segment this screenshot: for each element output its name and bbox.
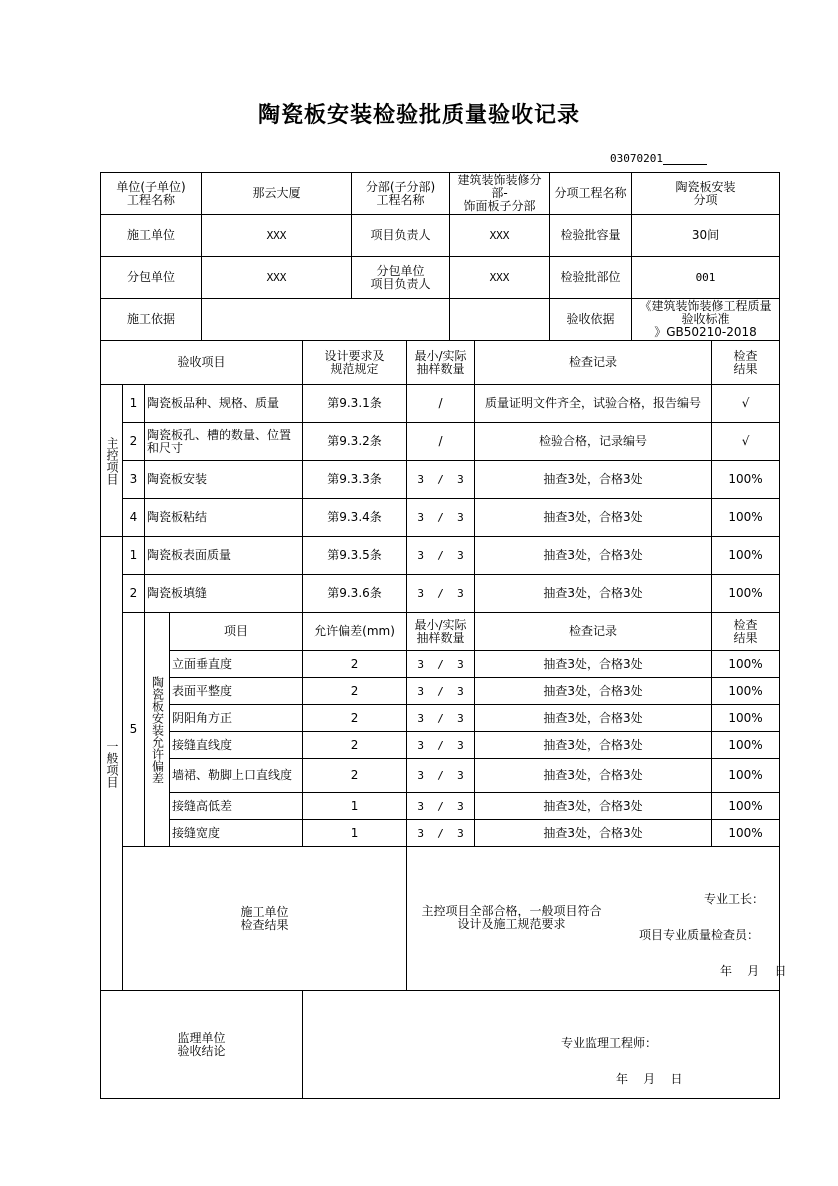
supervision-area: [303, 991, 780, 1099]
construction-check-area: [407, 847, 787, 991]
tolerance: 2: [303, 732, 407, 759]
row-number: 2: [123, 575, 145, 613]
supervision-row: [101, 991, 780, 1099]
table-row: [101, 423, 780, 461]
item-name: 陶瓷板填缝: [145, 575, 303, 613]
tolerance: 1: [303, 793, 407, 820]
subcontractor-label: 分包单位: [101, 257, 202, 299]
sample: /: [407, 385, 475, 423]
basis-value: [202, 299, 450, 341]
record: 抽查3处，合格3处: [475, 575, 712, 613]
supervision-date: 年 月 日: [616, 1072, 683, 1086]
header-table: [100, 172, 780, 341]
item-name: 接缝高低差: [170, 793, 303, 820]
result: 100%: [712, 732, 780, 759]
capacity-label: 检验批容量: [550, 215, 632, 257]
row-number: 4: [123, 499, 145, 537]
sub-pm-label: 分包单位 项目负责人: [352, 257, 450, 299]
item-name: 阴阳角方正: [170, 705, 303, 732]
pm-label: 项目负责人: [352, 215, 450, 257]
col-result: 检查 结果: [712, 341, 780, 385]
record: 抽查3处，合格3处: [475, 537, 712, 575]
result: √: [712, 385, 780, 423]
unit-value: 那云大厦: [202, 173, 352, 215]
row-number: 5: [123, 613, 145, 847]
record: 抽查3处，合格3处: [475, 759, 712, 793]
table-row: [101, 461, 780, 499]
result: 100%: [712, 575, 780, 613]
sample: 3 / 3: [407, 793, 475, 820]
table-row: [101, 759, 780, 793]
record: 抽查3处，合格3处: [475, 820, 712, 847]
table-row: [101, 732, 780, 759]
record: 抽查3处，合格3处: [475, 678, 712, 705]
constructor-label: 施工单位: [101, 215, 202, 257]
result: 100%: [712, 793, 780, 820]
item-name: 立面垂直度: [170, 651, 303, 678]
record: 抽查3处，合格3处: [475, 705, 712, 732]
deviation-col-result: 检查 结果: [712, 613, 780, 651]
sample: 3 / 3: [407, 651, 475, 678]
construction-check-label: 施工单位 检查结果: [123, 847, 407, 991]
acceptance-basis-value: 《建筑装饰装修工程质量验收标准 》GB50210-2018: [632, 299, 780, 341]
table-row: [101, 705, 780, 732]
sample: 3 / 3: [407, 678, 475, 705]
constructor-value: XXX: [202, 215, 352, 257]
document-code-blank: [663, 153, 707, 165]
sample: 3 / 3: [407, 759, 475, 793]
sample: 3 / 3: [407, 499, 475, 537]
document-code: [610, 152, 707, 165]
result: 100%: [712, 461, 780, 499]
item-name: 接缝宽度: [170, 820, 303, 847]
clause: 第9.3.1条: [303, 385, 407, 423]
acceptance-basis-label: 验收依据: [550, 299, 632, 341]
clause: 第9.3.3条: [303, 461, 407, 499]
foreman-label: 专业工长：: [704, 892, 765, 906]
item-name: 接缝直线度: [170, 732, 303, 759]
inspection-table: [100, 340, 787, 1099]
sub-item-value: 陶瓷板安装 分项: [632, 173, 780, 215]
result: 100%: [712, 651, 780, 678]
clause: 第9.3.4条: [303, 499, 407, 537]
page-title: 陶瓷板安装检验批质量验收记录: [257, 103, 580, 128]
table-row: [101, 793, 780, 820]
result: 100%: [712, 759, 780, 793]
result: 100%: [712, 705, 780, 732]
result: 100%: [712, 820, 780, 847]
col-item: 验收项目: [101, 341, 303, 385]
row-number: 1: [123, 385, 145, 423]
pm-value: XXX: [450, 215, 550, 257]
item-name: 陶瓷板粘结: [145, 499, 303, 537]
division-value: 建筑装饰装修分部- 饰面板子分部: [450, 173, 550, 215]
record: 质量证明文件齐全，试验合格，报告编号: [475, 385, 712, 423]
row-number: 1: [123, 537, 145, 575]
table-row: [101, 651, 780, 678]
row-number: 2: [123, 423, 145, 461]
result: 100%: [712, 499, 780, 537]
sample: 3 / 3: [407, 461, 475, 499]
sub-pm-value: XXX: [450, 257, 550, 299]
tolerance: 2: [303, 678, 407, 705]
row-number: 3: [123, 461, 145, 499]
engineer-label: 专业监理工程师：: [561, 1036, 658, 1050]
result: 100%: [712, 678, 780, 705]
unit-label: 单位(子单位) 工程名称: [101, 173, 202, 215]
record: 抽查3处，合格3处: [475, 499, 712, 537]
capacity-value: 30间: [632, 215, 780, 257]
sample: 3 / 3: [407, 820, 475, 847]
construction-date: 年 月 日: [720, 964, 787, 978]
record: 抽查3处，合格3处: [475, 461, 712, 499]
item-name: 陶瓷板表面质量: [145, 537, 303, 575]
tolerance: 2: [303, 651, 407, 678]
part-label: 检验批部位: [550, 257, 632, 299]
table-row: [101, 820, 780, 847]
construction-check-row: [101, 847, 780, 991]
sample: /: [407, 423, 475, 461]
subcontractor-value: XXX: [202, 257, 352, 299]
tolerance: 2: [303, 705, 407, 732]
table-row: [101, 385, 780, 423]
clause: 第9.3.6条: [303, 575, 407, 613]
sample: 3 / 3: [407, 575, 475, 613]
sample: 3 / 3: [407, 537, 475, 575]
table-row: [101, 575, 780, 613]
general-label: 一般项目: [101, 537, 123, 991]
sample: 3 / 3: [407, 732, 475, 759]
deviation-col-record: 检查记录: [475, 613, 712, 651]
sample: 3 / 3: [407, 705, 475, 732]
item-name: 陶瓷板品种、规格、质量: [145, 385, 303, 423]
table-row: [101, 499, 780, 537]
result: 100%: [712, 537, 780, 575]
document-code-number: 03070201: [610, 152, 663, 165]
col-sample: 最小/实际 抽样数量: [407, 341, 475, 385]
basis-label: 施工依据: [101, 299, 202, 341]
item-name: 陶瓷板孔、槽的数量、位置和尺寸: [145, 423, 303, 461]
col-record: 检查记录: [475, 341, 712, 385]
table-row: [101, 613, 780, 651]
clause: 第9.3.5条: [303, 537, 407, 575]
item-name: 陶瓷板安装: [145, 461, 303, 499]
record: 抽查3处，合格3处: [475, 732, 712, 759]
inspector-label: 项目专业质量检查员：: [639, 928, 760, 942]
main-control-label: 主控项目: [101, 385, 123, 537]
construction-conclusion: 主控项目全部合格，一般项目符合 设计及施工规范要求: [421, 904, 602, 931]
col-design: 设计要求及 规范规定: [303, 341, 407, 385]
division-label: 分部(子分部) 工程名称: [352, 173, 450, 215]
tolerance: 2: [303, 759, 407, 793]
record: 检验合格，记录编号: [475, 423, 712, 461]
deviation-col-sample: 最小/实际 抽样数量: [407, 613, 475, 651]
record: 抽查3处，合格3处: [475, 793, 712, 820]
clause: 第9.3.2条: [303, 423, 407, 461]
item-name: 墙裙、勒脚上口直线度: [170, 759, 303, 793]
part-value: 001: [632, 257, 780, 299]
item-name: 表面平整度: [170, 678, 303, 705]
table-row: [101, 678, 780, 705]
deviation-col-tolerance: 允许偏差(mm): [303, 613, 407, 651]
table-row: [101, 537, 780, 575]
deviation-group-label: 陶瓷板安装允许偏差: [145, 613, 170, 847]
deviation-col-item: 项目: [170, 613, 303, 651]
result: √: [712, 423, 780, 461]
supervision-label: 监理单位 验收结论: [101, 991, 303, 1099]
sub-item-label: 分项工程名称: [550, 173, 632, 215]
record: 抽查3处，合格3处: [475, 651, 712, 678]
tolerance: 1: [303, 820, 407, 847]
